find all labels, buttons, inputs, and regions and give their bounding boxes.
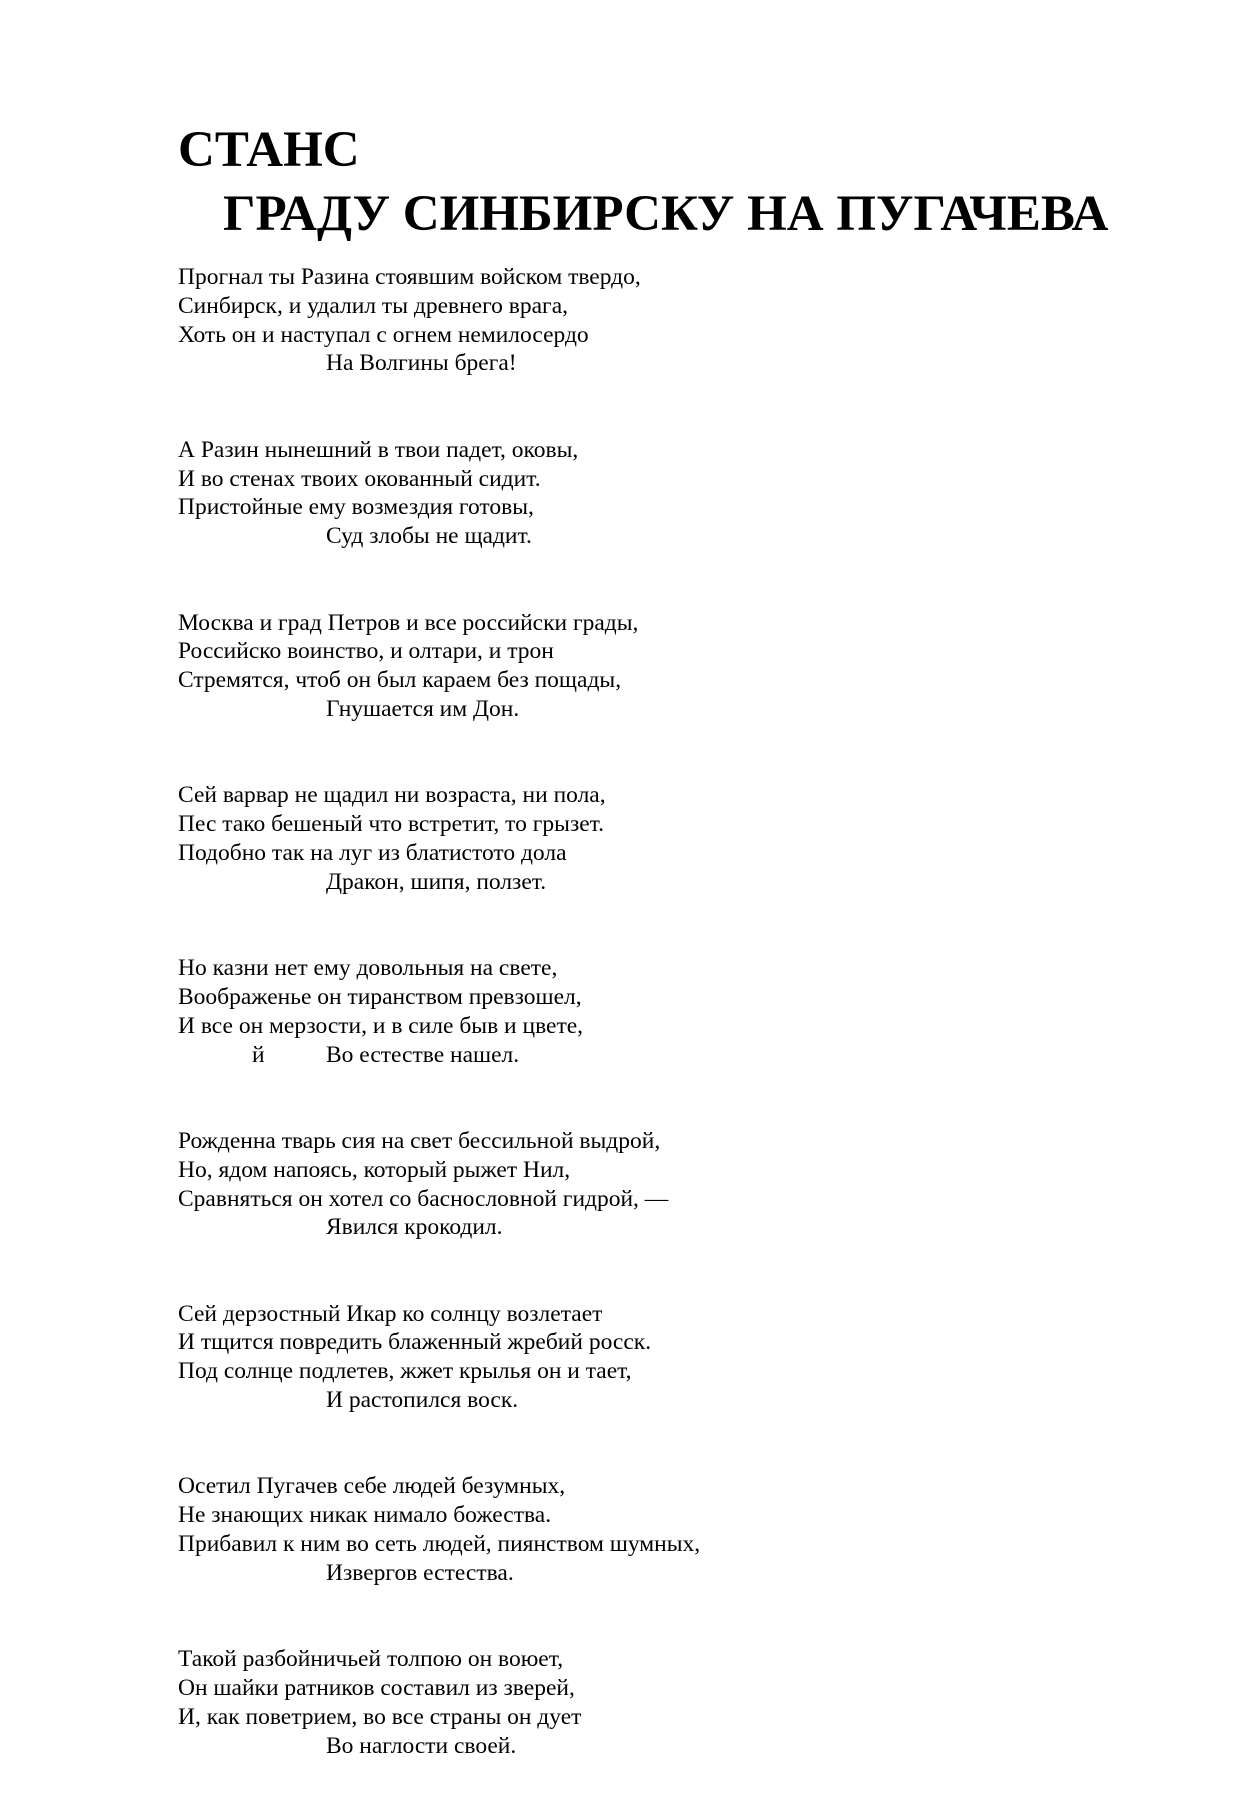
stanza-9 bbox=[178, 1645, 1078, 1760]
verse-line-indented: Явился крокодил. bbox=[326, 1214, 503, 1241]
verse-line: Пес тако бешеный что встретит, то грызет. bbox=[178, 811, 605, 838]
verse-line: Сравняться он хотел со баснословной гидрой, — bbox=[178, 1185, 669, 1212]
stanza-7 bbox=[178, 1300, 1078, 1415]
verse-line: Осетил Пугачев себе людей безумных, bbox=[178, 1473, 566, 1500]
verse-line-indented: Суд злобы не щадит. bbox=[326, 523, 532, 550]
poem-body bbox=[178, 263, 1078, 1818]
verse-line: Такой разбойничьей толпою он воюет, bbox=[178, 1646, 564, 1673]
stanza-3 bbox=[178, 609, 1078, 724]
verse-line-text: Во естестве нашел. bbox=[326, 1041, 520, 1068]
verse-line: И тщится повредить блаженный жребий росск. bbox=[178, 1329, 652, 1356]
verse-line: Пристойные ему возмездия готовы, bbox=[178, 494, 534, 521]
verse-line: Он шайки ратников составил из зверей, bbox=[178, 1675, 575, 1702]
marginal-stray-letter: й bbox=[252, 1041, 265, 1068]
verse-line-indented: Во наглости своей. bbox=[326, 1732, 517, 1759]
stanza-5 bbox=[178, 954, 1078, 1069]
verse-line: Сей варвар не щадил ни возраста, ни пола, bbox=[178, 782, 606, 809]
verse-line: Прибавил к ним во сеть людей, пиянством шумных, bbox=[178, 1531, 701, 1558]
stanza-1 bbox=[178, 263, 1078, 378]
verse-line-indented: И растопился воск. bbox=[326, 1387, 519, 1414]
verse-line: Не знающих никак нимало божества. bbox=[178, 1502, 552, 1529]
verse-line: Рожденна тварь сия на свет бессильной выдрой, bbox=[178, 1127, 661, 1154]
verse-line: Хоть он и наступал с огнем немилосердо bbox=[178, 321, 589, 348]
stanza-8 bbox=[178, 1472, 1078, 1587]
verse-line: Но казни нет ему довольныя на свете, bbox=[178, 955, 558, 982]
title-line-1: СТАНС bbox=[178, 122, 360, 178]
verse-line: Москва и град Петров и все российски грады, bbox=[178, 609, 639, 636]
verse-line: Сей дерзостный Икар ко солнцу возлетает bbox=[178, 1300, 603, 1327]
verse-line: Стремятся, чтоб он был караем без пощады, bbox=[178, 667, 622, 694]
verse-line: Прогнал ты Разина стоявшим войском твердо, bbox=[178, 264, 641, 290]
verse-line: Но, ядом напоясь, который рыжет Нил, bbox=[178, 1156, 571, 1183]
verse-line: И, как поветрием, во все страны он дует bbox=[178, 1703, 582, 1730]
stanza-2 bbox=[178, 436, 1078, 551]
verse-line: Под солнце подлетев, жжет крылья он и тает, bbox=[178, 1358, 632, 1385]
verse-line-indented bbox=[178, 1041, 1078, 1070]
stanza-6 bbox=[178, 1127, 1078, 1242]
verse-line-indented: Извергов естества. bbox=[326, 1559, 514, 1586]
verse-line: И во стенах твоих окованный сидит. bbox=[178, 465, 541, 492]
verse-line: А Разин нынешний в твои падет, оковы, bbox=[178, 436, 579, 463]
verse-line-indented: Дракон, шипя, ползет. bbox=[326, 868, 547, 895]
verse-line-indented: Гнушается им Дон. bbox=[326, 695, 520, 722]
verse-line: И все он мерзости, и в силе быв и цвете, bbox=[178, 1012, 584, 1039]
verse-line: Синбирск, и удалил ты древнего врага, bbox=[178, 292, 568, 319]
verse-line: Воображенье он тиранством превзошел, bbox=[178, 983, 582, 1010]
poem-title bbox=[178, 118, 1109, 246]
verse-line: Российско воинство, и олтари, и трон bbox=[178, 638, 554, 665]
stanza-4 bbox=[178, 781, 1078, 896]
verse-line-indented: На Волгины брега! bbox=[326, 350, 517, 377]
title-line-2: ГРАДУ СИНБИРСКУ НА ПУГАЧЕВА bbox=[223, 186, 1109, 242]
verse-line: Подобно так на луг из блатистото дола bbox=[178, 839, 567, 866]
